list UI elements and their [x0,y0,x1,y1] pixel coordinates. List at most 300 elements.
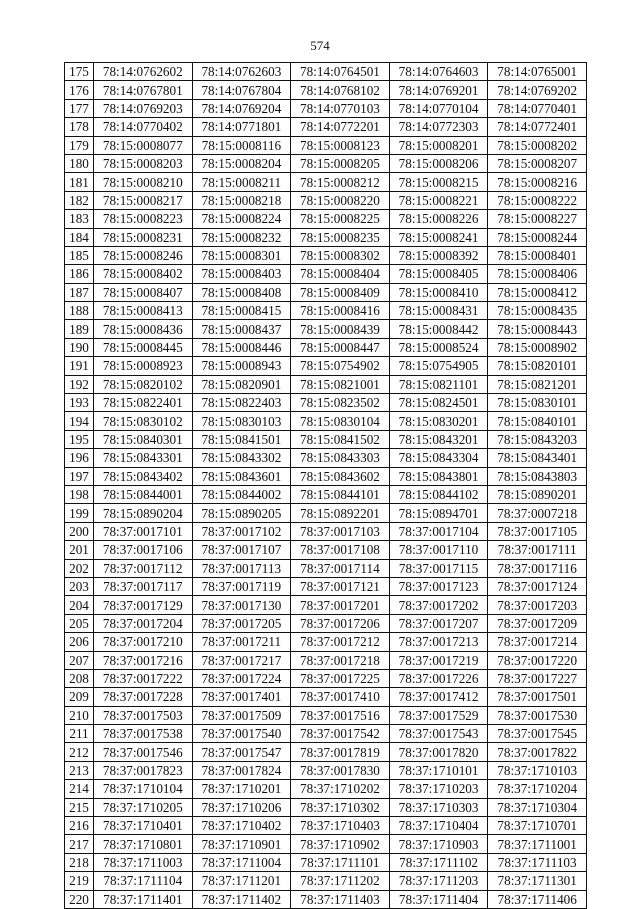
cadastral-number-cell: 78:15:0830103 [192,412,291,430]
cadastral-number-cell: 78:15:0844102 [389,485,488,503]
cadastral-number-cell: 78:15:0008408 [192,283,291,301]
cadastral-number-cell: 78:15:0008204 [192,154,291,172]
cadastral-number-cell: 78:14:0770103 [291,99,390,117]
row-number-cell: 201 [65,541,94,559]
cadastral-number-cell: 78:37:0017538 [94,725,193,743]
row-number-cell: 196 [65,449,94,467]
cadastral-number-cell: 78:14:0767801 [94,81,193,99]
page-number: 574 [310,38,330,53]
cadastral-number-cell: 78:15:0830201 [389,412,488,430]
cadastral-number-cell: 78:37:0017130 [192,596,291,614]
row-number-cell: 204 [65,596,94,614]
cadastral-number-cell: 78:37:1711403 [291,890,390,908]
cadastral-number-cell: 78:37:1711102 [389,853,488,871]
cadastral-number-cell: 78:37:0017819 [291,743,390,761]
cadastral-number-cell: 78:37:0017111 [488,541,587,559]
cadastral-number-cell: 78:15:0822401 [94,394,193,412]
cadastral-number-cell: 78:37:0017204 [94,614,193,632]
cadastral-number-cell: 78:14:0769203 [94,99,193,117]
cadastral-number-cell: 78:14:0768102 [291,81,390,99]
cadastral-number-cell: 78:15:0008302 [291,246,390,264]
table-row [65,412,587,430]
cadastral-number-cell: 78:15:0844101 [291,485,390,503]
cadastral-number-cell: 78:15:0008407 [94,283,193,301]
cadastral-number-cell: 78:37:0017115 [389,559,488,577]
cadastral-number-cell: 78:15:0843303 [291,449,390,467]
table-row [65,63,587,81]
cadastral-number-cell: 78:37:0017212 [291,633,390,651]
cadastral-number-cell: 78:15:0008206 [389,154,488,172]
cadastral-number-cell: 78:37:0017820 [389,743,488,761]
table-row [65,154,587,172]
table-row [65,99,587,117]
cadastral-number-cell: 78:37:0017114 [291,559,390,577]
cadastral-number-cell: 78:37:0017205 [192,614,291,632]
cadastral-number-cell: 78:14:0762603 [192,63,291,81]
cadastral-number-cell: 78:15:0843601 [192,467,291,485]
table-row [65,688,587,706]
cadastral-number-cell: 78:37:0017110 [389,541,488,559]
cadastral-number-cell: 78:37:0017530 [488,706,587,724]
cadastral-number-cell: 78:37:0017103 [291,522,390,540]
cadastral-number-cell: 78:15:0008212 [291,173,390,191]
table-row [65,890,587,908]
table-row [65,835,587,853]
cadastral-number-cell: 78:37:0017542 [291,725,390,743]
cadastral-number-cell: 78:37:0017824 [192,761,291,779]
cadastral-number-cell: 78:14:0769202 [488,81,587,99]
cadastral-number-cell: 78:15:0008123 [291,136,390,154]
cadastral-number-cell: 78:15:0843304 [389,449,488,467]
row-number-cell: 198 [65,485,94,503]
cadastral-number-cell: 78:15:0008222 [488,191,587,209]
row-number-cell: 211 [65,725,94,743]
cadastral-number-cell: 78:37:0017501 [488,688,587,706]
cadastral-number-cell: 78:15:0008220 [291,191,390,209]
cadastral-number-cell: 78:15:0008202 [488,136,587,154]
row-number-cell: 194 [65,412,94,430]
cadastral-number-cell: 78:15:0008116 [192,136,291,154]
row-number-cell: 187 [65,283,94,301]
table-row [65,375,587,393]
cadastral-number-cell: 78:14:0772303 [389,118,488,136]
cadastral-number-cell: 78:15:0008443 [488,320,587,338]
table-row [65,853,587,871]
row-number-cell: 182 [65,191,94,209]
row-number-cell: 208 [65,669,94,687]
cadastral-number-cell: 78:37:0017547 [192,743,291,761]
cadastral-number-cell: 78:14:0764603 [389,63,488,81]
cadastral-number-cell: 78:37:1710404 [389,817,488,835]
cadastral-number-cell: 78:15:0008402 [94,265,193,283]
cadastral-number-cell: 78:15:0008943 [192,357,291,375]
row-number-cell: 220 [65,890,94,908]
row-number-cell: 185 [65,246,94,264]
row-number-cell: 216 [65,817,94,835]
cadastral-number-cell: 78:37:1711404 [389,890,488,908]
cadastral-number-cell: 78:15:0823502 [291,394,390,412]
cadastral-number-cell: 78:37:1710201 [192,780,291,798]
cadastral-number-cell: 78:37:1710101 [389,761,488,779]
row-number-cell: 202 [65,559,94,577]
cadastral-number-cell: 78:15:0830101 [488,394,587,412]
cadastral-number-cell: 78:37:0017201 [291,596,390,614]
table-row [65,577,587,595]
cadastral-number-cell: 78:15:0008437 [192,320,291,338]
row-number-cell: 192 [65,375,94,393]
table-row [65,136,587,154]
cadastral-number-cell: 78:15:0008404 [291,265,390,283]
cadastral-number-table [64,62,587,909]
row-number-cell: 190 [65,338,94,356]
cadastral-number-cell: 78:37:0017214 [488,633,587,651]
cadastral-number-cell: 78:15:0843203 [488,430,587,448]
cadastral-number-cell: 78:15:0008218 [192,191,291,209]
cadastral-number-cell: 78:15:0894701 [389,504,488,522]
cadastral-number-cell: 78:37:0017216 [94,651,193,669]
cadastral-number-cell: 78:15:0008225 [291,210,390,228]
cadastral-number-cell: 78:14:0770104 [389,99,488,117]
cadastral-number-cell: 78:15:0843302 [192,449,291,467]
cadastral-number-cell: 78:15:0841502 [291,430,390,448]
cadastral-number-cell: 78:37:0017101 [94,522,193,540]
cadastral-number-cell: 78:37:0017226 [389,669,488,687]
cadastral-number-cell: 78:37:0017124 [488,577,587,595]
row-number-cell: 219 [65,872,94,890]
cadastral-number-cell: 78:15:0008235 [291,228,390,246]
cadastral-number-cell: 78:37:1711301 [488,872,587,890]
cadastral-number-cell: 78:37:0017545 [488,725,587,743]
cadastral-number-cell: 78:15:0008413 [94,302,193,320]
table-row [65,651,587,669]
cadastral-number-cell: 78:37:0017207 [389,614,488,632]
cadastral-number-cell: 78:37:1711202 [291,872,390,890]
cadastral-number-cell: 78:37:1710103 [488,761,587,779]
cadastral-number-cell: 78:15:0820102 [94,375,193,393]
cadastral-number-cell: 78:37:1710104 [94,780,193,798]
table-row [65,504,587,522]
cadastral-number-cell: 78:15:0844001 [94,485,193,503]
cadastral-number-cell: 78:15:0840101 [488,412,587,430]
row-number-cell: 181 [65,173,94,191]
cadastral-number-cell: 78:15:0008439 [291,320,390,338]
row-number-cell: 203 [65,577,94,595]
row-number-cell: 195 [65,430,94,448]
cadastral-number-cell: 78:37:0017108 [291,541,390,559]
cadastral-number-cell: 78:15:0008244 [488,228,587,246]
cadastral-number-cell: 78:37:0017202 [389,596,488,614]
cadastral-number-cell: 78:15:0008216 [488,173,587,191]
cadastral-number-cell: 78:37:0017516 [291,706,390,724]
cadastral-number-cell: 78:15:0008227 [488,210,587,228]
table-row [65,780,587,798]
table-row [65,541,587,559]
cadastral-number-cell: 78:37:1710302 [291,798,390,816]
cadastral-number-cell: 78:37:0017211 [192,633,291,651]
row-number-cell: 180 [65,154,94,172]
cadastral-number-cell: 78:37:0017203 [488,596,587,614]
cadastral-number-cell: 78:37:1711004 [192,853,291,871]
cadastral-number-cell: 78:15:0822403 [192,394,291,412]
cadastral-number-cell: 78:15:0008232 [192,228,291,246]
cadastral-number-cell: 78:14:0765001 [488,63,587,81]
cadastral-number-cell: 78:15:0008223 [94,210,193,228]
cadastral-number-cell: 78:15:0820901 [192,375,291,393]
cadastral-number-cell: 78:15:0008447 [291,338,390,356]
cadastral-number-cell: 78:37:1711101 [291,853,390,871]
cadastral-number-cell: 78:15:0890201 [488,485,587,503]
cadastral-number-cell: 78:15:0008902 [488,338,587,356]
cadastral-number-cell: 78:15:0008415 [192,302,291,320]
cadastral-number-cell: 78:37:0017543 [389,725,488,743]
cadastral-number-cell: 78:15:0008403 [192,265,291,283]
row-number-cell: 199 [65,504,94,522]
cadastral-number-cell: 78:37:0007218 [488,504,587,522]
cadastral-number-cell: 78:15:0821001 [291,375,390,393]
cadastral-number-cell: 78:14:0772401 [488,118,587,136]
row-number-cell: 197 [65,467,94,485]
cadastral-number-cell: 78:15:0008203 [94,154,193,172]
row-number-cell: 179 [65,136,94,154]
cadastral-number-cell: 78:37:0017540 [192,725,291,743]
cadastral-number-cell: 78:37:0017529 [389,706,488,724]
row-number-cell: 207 [65,651,94,669]
table-row [65,522,587,540]
cadastral-number-cell: 78:37:0017206 [291,614,390,632]
table-row [65,265,587,283]
row-number-cell: 177 [65,99,94,117]
cadastral-number-cell: 78:15:0008416 [291,302,390,320]
cadastral-number-cell: 78:37:1711201 [192,872,291,890]
cadastral-number-cell: 78:15:0824501 [389,394,488,412]
cadastral-number-cell: 78:37:1710203 [389,780,488,798]
table-row [65,725,587,743]
table-row [65,191,587,209]
cadastral-number-cell: 78:15:0821201 [488,375,587,393]
cadastral-number-cell: 78:15:0008410 [389,283,488,301]
row-number-cell: 213 [65,761,94,779]
table-row [65,302,587,320]
table-row [65,614,587,632]
cadastral-number-cell: 78:37:0017410 [291,688,390,706]
table-row [65,798,587,816]
cadastral-number-cell: 78:37:1710403 [291,817,390,835]
table-row [65,338,587,356]
cadastral-number-cell: 78:37:0017112 [94,559,193,577]
cadastral-number-cell: 78:15:0844002 [192,485,291,503]
cadastral-number-cell: 78:15:0008401 [488,246,587,264]
cadastral-number-cell: 78:37:1711402 [192,890,291,908]
row-number-cell: 176 [65,81,94,99]
cadastral-number-cell: 78:15:0008205 [291,154,390,172]
cadastral-number-cell: 78:15:0008210 [94,173,193,191]
cadastral-number-cell: 78:15:0008241 [389,228,488,246]
cadastral-number-cell: 78:14:0764501 [291,63,390,81]
table-row [65,357,587,375]
cadastral-number-cell: 78:37:1710801 [94,835,193,853]
cadastral-number-cell: 78:15:0008436 [94,320,193,338]
cadastral-number-cell: 78:37:1710902 [291,835,390,853]
row-number-cell: 214 [65,780,94,798]
cadastral-number-cell: 78:37:1711103 [488,853,587,871]
table-row [65,669,587,687]
cadastral-number-cell: 78:37:0017209 [488,614,587,632]
cadastral-number-cell: 78:15:0841501 [192,430,291,448]
cadastral-number-cell: 78:37:1711406 [488,890,587,908]
table-row [65,467,587,485]
cadastral-number-cell: 78:15:0821101 [389,375,488,393]
cadastral-number-cell: 78:37:1711003 [94,853,193,871]
cadastral-number-cell: 78:37:0017412 [389,688,488,706]
cadastral-number-cell: 78:15:0892201 [291,504,390,522]
cadastral-number-cell: 78:15:0008524 [389,338,488,356]
cadastral-number-cell: 78:15:0008412 [488,283,587,301]
cadastral-number-cell: 78:15:0008217 [94,191,193,209]
row-number-cell: 175 [65,63,94,81]
cadastral-number-cell: 78:15:0008446 [192,338,291,356]
cadastral-number-cell: 78:15:0008077 [94,136,193,154]
cadastral-number-cell: 78:15:0843201 [389,430,488,448]
cadastral-number-cell: 78:15:0008226 [389,210,488,228]
cadastral-number-cell: 78:37:1710402 [192,817,291,835]
row-number-cell: 191 [65,357,94,375]
cadastral-number-cell: 78:15:0008409 [291,283,390,301]
cadastral-number-cell: 78:15:0008246 [94,246,193,264]
cadastral-number-cell: 78:37:1710204 [488,780,587,798]
table-row [65,633,587,651]
row-number-cell: 189 [65,320,94,338]
cadastral-number-cell: 78:14:0769204 [192,99,291,117]
cadastral-number-cell: 78:37:0017210 [94,633,193,651]
row-number-cell: 212 [65,743,94,761]
cadastral-number-cell: 78:15:0008405 [389,265,488,283]
row-number-cell: 217 [65,835,94,853]
cadastral-number-cell: 78:37:0017823 [94,761,193,779]
cadastral-number-cell: 78:37:1710205 [94,798,193,816]
cadastral-number-cell: 78:37:0017119 [192,577,291,595]
cadastral-number-cell: 78:37:0017222 [94,669,193,687]
cadastral-number-cell: 78:15:0754905 [389,357,488,375]
cadastral-number-cell: 78:37:1711203 [389,872,488,890]
cadastral-number-cell: 78:14:0770401 [488,99,587,117]
cadastral-number-cell: 78:15:0008923 [94,357,193,375]
cadastral-number-cell: 78:14:0767804 [192,81,291,99]
cadastral-number-cell: 78:37:1710202 [291,780,390,798]
table-row [65,320,587,338]
cadastral-number-cell: 78:14:0762602 [94,63,193,81]
cadastral-number-cell: 78:37:0017104 [389,522,488,540]
row-number-cell: 183 [65,210,94,228]
cadastral-number-cell: 78:37:0017218 [291,651,390,669]
cadastral-number-cell: 78:15:0008301 [192,246,291,264]
cadastral-number-cell: 78:37:0017219 [389,651,488,669]
cadastral-number-cell: 78:14:0771801 [192,118,291,136]
cadastral-number-cell: 78:37:0017228 [94,688,193,706]
cadastral-number-cell: 78:37:0017225 [291,669,390,687]
cadastral-number-cell: 78:15:0008201 [389,136,488,154]
cadastral-number-cell: 78:15:0008435 [488,302,587,320]
cadastral-number-cell: 78:14:0770402 [94,118,193,136]
table-row [65,81,587,99]
cadastral-number-cell: 78:15:0008392 [389,246,488,264]
table-row [65,761,587,779]
table-row [65,449,587,467]
cadastral-number-cell: 78:15:0008406 [488,265,587,283]
cadastral-number-cell: 78:15:0843801 [389,467,488,485]
table-row [65,283,587,301]
cadastral-number-cell: 78:37:0017123 [389,577,488,595]
cadastral-number-cell: 78:37:0017546 [94,743,193,761]
cadastral-number-cell: 78:37:0017217 [192,651,291,669]
cadastral-number-cell: 78:15:0843301 [94,449,193,467]
cadastral-number-cell: 78:37:0017213 [389,633,488,651]
row-number-cell: 200 [65,522,94,540]
cadastral-number-cell: 78:15:0820101 [488,357,587,375]
cadastral-number-cell: 78:37:0017129 [94,596,193,614]
cadastral-number-cell: 78:37:1710701 [488,817,587,835]
table-body [65,63,587,909]
cadastral-number-cell: 78:15:0008207 [488,154,587,172]
row-number-cell: 205 [65,614,94,632]
cadastral-number-cell: 78:15:0830104 [291,412,390,430]
cadastral-number-cell: 78:15:0008231 [94,228,193,246]
cadastral-number-cell: 78:15:0843402 [94,467,193,485]
table-row [65,485,587,503]
row-number-cell: 186 [65,265,94,283]
cadastral-number-cell: 78:37:0017113 [192,559,291,577]
cadastral-number-cell: 78:37:1710901 [192,835,291,853]
table-row [65,872,587,890]
row-number-cell: 215 [65,798,94,816]
cadastral-number-cell: 78:37:0017116 [488,559,587,577]
cadastral-number-cell: 78:15:0008445 [94,338,193,356]
cadastral-number-cell: 78:37:1710903 [389,835,488,853]
cadastral-number-cell: 78:15:0843401 [488,449,587,467]
table-row [65,228,587,246]
cadastral-number-cell: 78:14:0769201 [389,81,488,99]
cadastral-number-cell: 78:37:0017509 [192,706,291,724]
cadastral-number-cell: 78:37:0017224 [192,669,291,687]
table-row [65,118,587,136]
table-row [65,706,587,724]
cadastral-number-cell: 78:15:0008215 [389,173,488,191]
table-row [65,817,587,835]
cadastral-number-cell: 78:37:1710206 [192,798,291,816]
row-number-cell: 184 [65,228,94,246]
table-row [65,173,587,191]
row-number-cell: 218 [65,853,94,871]
row-number-cell: 209 [65,688,94,706]
table-row [65,596,587,614]
cadastral-number-cell: 78:15:0890204 [94,504,193,522]
cadastral-number-cell: 78:15:0843803 [488,467,587,485]
cadastral-number-cell: 78:15:0840301 [94,430,193,448]
cadastral-number-cell: 78:37:0017227 [488,669,587,687]
table-row [65,246,587,264]
cadastral-number-cell: 78:37:0017105 [488,522,587,540]
table-row [65,394,587,412]
cadastral-number-cell: 78:15:0754902 [291,357,390,375]
cadastral-number-cell: 78:37:0017121 [291,577,390,595]
row-number-cell: 193 [65,394,94,412]
cadastral-number-cell: 78:37:1710303 [389,798,488,816]
cadastral-number-cell: 78:37:1711001 [488,835,587,853]
table-row [65,430,587,448]
cadastral-number-cell: 78:37:1711104 [94,872,193,890]
cadastral-number-cell: 78:37:0017503 [94,706,193,724]
table-row [65,559,587,577]
cadastral-number-cell: 78:37:1710304 [488,798,587,816]
